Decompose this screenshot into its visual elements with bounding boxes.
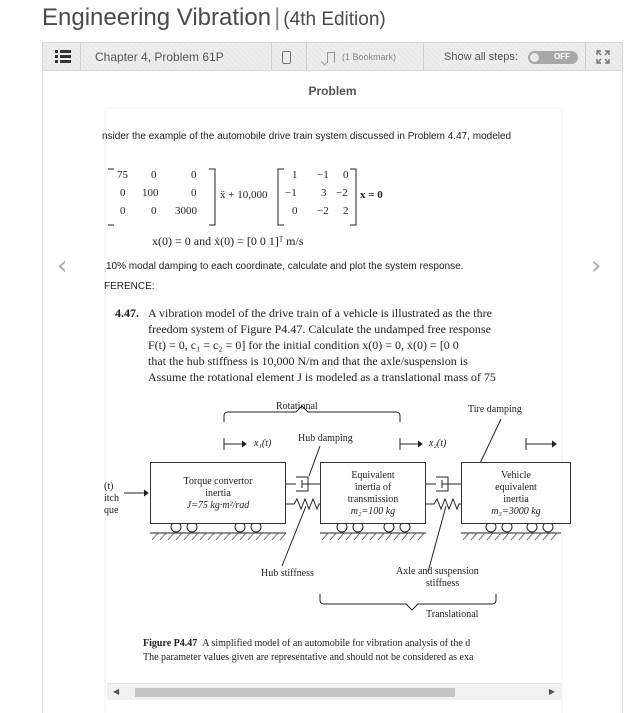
box-text: m₂=100 kg	[350, 506, 396, 517]
reference-line: that the hub stiffness is 10,000 N/m and that the axle/suspension is	[148, 354, 468, 368]
input-label: itch	[104, 493, 119, 504]
book-title	[42, 4, 386, 32]
acceleration-term: ẍ + 10,000	[220, 189, 268, 201]
toggle-state: OFF	[554, 52, 570, 61]
box-text: Equivalent	[351, 470, 395, 481]
matrix-cell: 0	[151, 205, 157, 217]
box-text: Torque convertor	[183, 476, 253, 487]
x2-label: x₂(t)	[429, 438, 447, 449]
bookmark-count[interactable]: (1 Bookmark)	[342, 52, 397, 62]
show-steps-toggle[interactable]	[528, 51, 578, 64]
box-text: equivalent	[495, 482, 537, 493]
reference-line: F(t) = 0, c₁ = c₂ = 0] for the initial condition x(0) = 0, ẋ(0) = [0 0	[148, 338, 459, 352]
expand-icon[interactable]	[595, 49, 611, 65]
matrix-cell: 2	[343, 205, 349, 217]
toolbar-divider	[271, 43, 272, 70]
horizontal-scrollbar[interactable]	[107, 683, 561, 700]
book-edition: (4th Edition)	[283, 9, 386, 30]
figure-caption	[143, 638, 470, 649]
x1-label: x₁(t)	[254, 438, 272, 449]
damping-statement: 10% modal damping to each coordinate, calculate and plot the system response.	[106, 261, 464, 272]
matrix-cell: 0	[191, 169, 197, 181]
box-text: Vehicle	[501, 470, 531, 481]
input-label: (t)	[104, 481, 114, 492]
matrix-cell: 100	[142, 187, 159, 199]
problem-content	[102, 109, 561, 713]
toolbar	[42, 42, 623, 71]
title-separator: |	[274, 4, 281, 31]
problem-heading: Problem	[308, 84, 357, 98]
bookmark-icon[interactable]	[327, 52, 335, 63]
previous-arrow-icon[interactable]: ‹	[57, 251, 68, 281]
matrix-cell: −2	[336, 187, 348, 199]
matrix-cell: 0	[191, 187, 197, 199]
transmission-box	[320, 462, 426, 524]
equation-rhs: x = 0	[360, 189, 383, 201]
axle-suspension-label: stiffness	[426, 578, 460, 589]
scroll-right-icon[interactable]: ▶	[548, 687, 555, 696]
matrix-cell: −1	[317, 169, 329, 181]
toolbar-divider	[423, 43, 424, 70]
matrix-cell: 75	[117, 169, 128, 181]
matrix-cell: −1	[285, 187, 297, 199]
matrix-cell: 3000	[175, 205, 197, 217]
toolbar-divider	[306, 43, 307, 70]
reference-line: A vibration model of the drive train of a vehicle is illustrated as the thre	[148, 306, 492, 320]
matrix-cell: 0	[292, 205, 298, 217]
scrollbar-thumb[interactable]	[135, 688, 455, 697]
box-text: J=75 kg·m²/rad	[186, 500, 250, 511]
box-text: m₃=3000 kg	[491, 506, 541, 517]
mobile-icon[interactable]	[282, 51, 291, 64]
mass-matrix	[109, 169, 204, 223]
box-text: inertia	[205, 488, 231, 499]
matrix-cell: 0	[343, 169, 349, 181]
box-text: inertia of	[354, 482, 392, 493]
reference-line: Assume the rotational element J is modeled as a translational mass of 75	[148, 370, 496, 384]
book-title-main: Engineering Vibration	[42, 4, 272, 31]
hub-damping-label: Hub damping	[298, 433, 353, 444]
reference-label: FERENCE:	[104, 281, 155, 292]
matrix-cell: 0	[120, 205, 126, 217]
caption-text: A simplified model of an automobile for vibration analysis of the d	[202, 638, 471, 649]
reference-number: 4.47.	[115, 306, 139, 320]
matrix-cell: 0	[120, 187, 126, 199]
chapter-problem-selector[interactable]: Chapter 4, Problem 61P	[95, 50, 224, 64]
toolbar-divider	[585, 43, 586, 70]
menu-list-icon[interactable]	[43, 43, 81, 70]
axle-suspension-label: Axle and suspension	[396, 566, 479, 577]
problem-intro: nsider the example of the automobile drive train system discussed in Problem 4.47, modeled	[102, 131, 512, 142]
stiffness-matrix	[280, 169, 358, 223]
next-arrow-icon[interactable]: ›	[591, 251, 602, 281]
tire-damping-label: Tire damping	[468, 404, 522, 415]
input-label: que	[104, 505, 119, 516]
caption-figure-number: Figure P4.47	[143, 638, 198, 649]
initial-conditions: x(0) = 0 and ẋ(0) = [0 0 1]ᵀ m/s	[152, 234, 304, 248]
matrix-cell: 0	[151, 169, 157, 181]
matrix-cell: −2	[317, 205, 329, 217]
hub-stiffness-label: Hub stiffness	[261, 568, 314, 579]
vehicle-box	[461, 462, 571, 524]
show-all-steps-label: Show all steps:	[444, 51, 518, 63]
reference-line: freedom system of Figure P4.47. Calculate the undamped free response	[148, 322, 491, 336]
matrix-cell: 3	[321, 187, 327, 199]
box-text: inertia	[503, 494, 529, 505]
rotational-label: Rotational	[276, 401, 318, 412]
box-text: transmission	[347, 494, 399, 505]
matrix-cell: 1	[292, 169, 298, 181]
toggle-knob	[530, 53, 539, 62]
translational-label: Translational	[426, 609, 479, 620]
caption-text: The parameter values given are representative and should not be considered as exa	[143, 652, 474, 663]
scroll-left-icon[interactable]: ◀	[113, 687, 120, 696]
torque-convertor-box	[150, 462, 286, 524]
